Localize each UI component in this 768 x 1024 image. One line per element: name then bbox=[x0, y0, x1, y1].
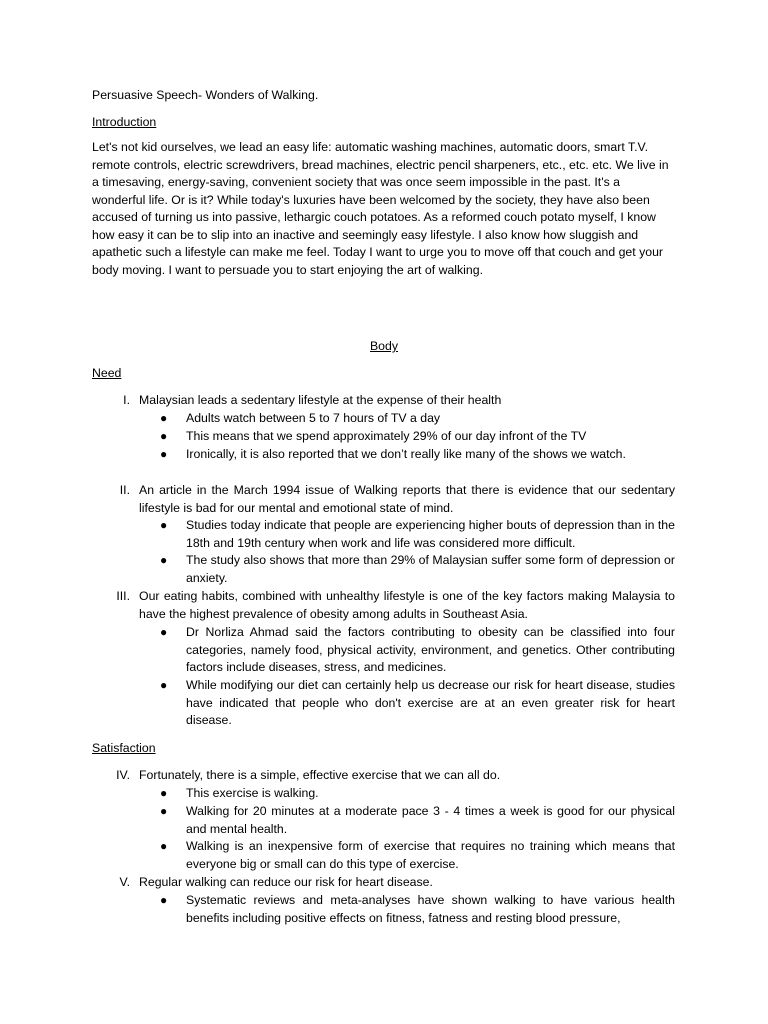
bullet-text: This means that we spend approximately 29% of our day infront of the TV bbox=[186, 429, 587, 443]
point-text: Malaysian leads a sedentary lifestyle at the expense of their health bbox=[139, 393, 502, 407]
point-numeral: II. bbox=[119, 483, 130, 497]
bullet-dot-icon: ● bbox=[160, 625, 168, 639]
bullet-dot-icon: ● bbox=[160, 553, 168, 567]
introduction-text: Let's not kid ourselves, we lead an easy life: automatic washing machines, automatic doors, smart T.V. remote controls, electric screwdrivers, bread machines, electric pencil sharpeners, etc., etc. etc. We live in a timesaving, energy-saving, convenient society that was once seem impossible in the past. It's a wonderful life. Or is it? While today's luxuries have been welcomed by the society, they have also been accused of turning us into passive, lethargic couch potatoes. As a reformed couch potato myself, I know how easy it can be to slip into an inactive and seemingly easy lifestyle. I also know how sluggish and apathetic such a lifestyle can make me feel. Today I want to urge you to move off that couch and get your body moving. I want to persuade you to start enjoying the art of walking. bbox=[92, 140, 669, 277]
point-numeral: I. bbox=[123, 393, 130, 407]
point-text: Our eating habits, combined with unhealthy lifestyle is one of the key factors making Malaysia to have the highest prevalence of obesity among adults in Southeast Asia. bbox=[139, 589, 675, 621]
bullet-text: While modifying our diet can certainly help us decrease our risk for heart disease, studies have indicated that people who don't exercise are at an even greater risk for heart disease. bbox=[186, 678, 675, 727]
speech-title: Persuasive Speech- Wonders of Walking. bbox=[92, 88, 319, 102]
bullet-dot-icon: ● bbox=[160, 411, 168, 425]
point-text: Fortunately, there is a simple, effective exercise that we can all do. bbox=[139, 768, 501, 782]
bullet-text: The study also shows that more than 29% of Malaysian suffer some form of depression or anxiety. bbox=[186, 553, 675, 585]
bullet-text: This exercise is walking. bbox=[186, 786, 319, 800]
bullet-text: Adults watch between 5 to 7 hours of TV a day bbox=[186, 411, 441, 425]
point-text: Regular walking can reduce our risk for heart disease. bbox=[139, 875, 433, 889]
bullet-dot-icon: ● bbox=[160, 429, 168, 443]
bullet-dot-icon: ● bbox=[160, 678, 168, 692]
bullet-dot-icon: ● bbox=[160, 786, 168, 800]
bullet-text: Systematic reviews and meta-analyses have shown walking to have various health benefits including positive effects on fitness, fatness and resting blood pressure, bbox=[186, 893, 675, 925]
bullet-dot-icon: ● bbox=[160, 804, 168, 818]
bullet-text: Studies today indicate that people are experiencing higher bouts of depression than in the 18th and 19th century when work and life was considered more difficult. bbox=[186, 518, 675, 550]
point-numeral: III. bbox=[116, 589, 130, 603]
bullet-text: Ironically, it is also reported that we don’t really like many of the shows we watch. bbox=[186, 447, 626, 461]
bullet-text: Walking for 20 minutes at a moderate pace 3 - 4 times a week is good for our physical and mental health. bbox=[186, 804, 675, 836]
body-heading: Body bbox=[369, 339, 399, 353]
bullet-text: Walking is an inexpensive form of exercise that requires no training which means that everyone big or small can do this type of exercise. bbox=[186, 839, 675, 871]
point-text: An article in the March 1994 issue of Walking reports that there is evidence that our sedentary lifestyle is bad for our mental and emotional state of mind. bbox=[139, 483, 675, 515]
bullet-dot-icon: ● bbox=[160, 518, 168, 532]
satisfaction-heading: Satisfaction bbox=[92, 741, 156, 755]
need-heading: Need bbox=[92, 366, 122, 380]
point-numeral: IV. bbox=[116, 768, 130, 782]
bullet-text: Dr Norliza Ahmad said the factors contributing to obesity can be classified into four categories, namely food, physical activity, environment, and genetics. Other contributing factors include diseases, stress, and medicines. bbox=[186, 625, 675, 674]
bullet-dot-icon: ● bbox=[160, 839, 168, 853]
point-numeral: V. bbox=[119, 875, 130, 889]
bullet-dot-icon: ● bbox=[160, 893, 168, 907]
introduction-heading: Introduction bbox=[92, 115, 157, 129]
bullet-dot-icon: ● bbox=[160, 447, 168, 461]
introduction-paragraph bbox=[92, 139, 672, 279]
